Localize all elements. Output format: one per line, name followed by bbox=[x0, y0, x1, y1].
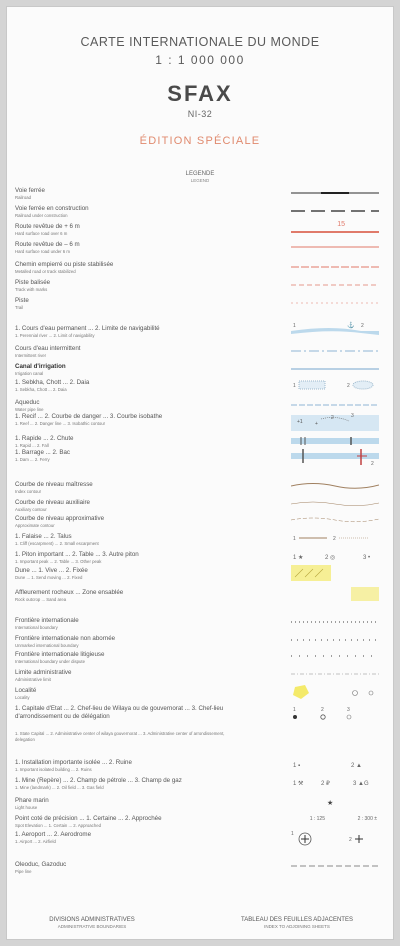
legend-row-building: 1. Installation importante isolée ... 2. Ruine 1. Important isolated building ... 2. Ruins 1 ▪ 2 ▲ bbox=[15, 759, 387, 775]
legend-row-airport: 1. Aeroport ... 2. Aerodrome 1. Airport ... 2. Airfield 1 2 bbox=[15, 831, 387, 849]
svg-text:⚓: ⚓ bbox=[347, 323, 355, 329]
svg-text:3 •: 3 • bbox=[363, 555, 371, 561]
svg-text:1: 1 bbox=[291, 831, 294, 837]
index-contour-symbol bbox=[291, 481, 379, 489]
edition-label: ÉDITION SPÉCIALE bbox=[139, 135, 261, 147]
reef-symbol bbox=[291, 411, 379, 431]
railroad-symbol bbox=[291, 190, 379, 196]
legend-row-sebkha: 1. Sebkha, Chott ... 2. Daia 1. Sebkha, Chott ... 2. Daia 1 2 bbox=[15, 379, 387, 395]
road-number: 15 bbox=[337, 221, 345, 228]
svg-text:2: 2 bbox=[349, 837, 352, 843]
svg-text:2: 2 bbox=[331, 415, 334, 421]
svg-text:★: ★ bbox=[327, 800, 334, 807]
spot-elevation-approx: 2 : 300 ± bbox=[357, 816, 377, 822]
legend-row-lighthouse: Phare marin Light house ★ bbox=[15, 797, 387, 811]
footer-adjoining-sheets: TABLEAU DES FEUILLES ADJACENTES INDEX TO ADJOINING SHEETS bbox=[241, 917, 353, 929]
capital-symbols bbox=[291, 705, 379, 723]
sheet-name: SFAX bbox=[167, 81, 233, 106]
road-under-6m-symbol bbox=[291, 244, 379, 250]
aqueduct-symbol bbox=[291, 402, 379, 408]
dam-symbol bbox=[291, 447, 379, 467]
svg-text:+: + bbox=[315, 421, 318, 427]
legend-row-pipeline: Oleoduc, Gazoduc Pipe line bbox=[15, 861, 387, 875]
svg-text:1: 1 bbox=[293, 323, 296, 329]
airport-symbol bbox=[291, 829, 379, 849]
svg-text:2: 2 bbox=[371, 461, 374, 467]
legend-row-track-marks: Piste balisée Track with marks bbox=[15, 279, 387, 293]
legend-heading: LEGENDE bbox=[185, 171, 215, 177]
dune-symbol bbox=[291, 565, 379, 581]
disputed-boundary-symbol bbox=[291, 653, 379, 659]
rock-outcrop-symbol bbox=[291, 587, 379, 603]
mine-symbol bbox=[291, 777, 379, 787]
legend-row-railroad: Voie ferrée Railroad bbox=[15, 187, 387, 201]
legend-row-mine: 1. Mine (Repère) ... 2. Champ de pétrole ... 3. Champ de gaz 1. Mine (landmark) ... 2. Oil field ... 3. Gas field 1 ⚒ 2 ₽ 3 ▲G bbox=[15, 777, 387, 793]
sheet-code: NI-32 bbox=[187, 109, 213, 119]
legend-row-perennial-river: 1. Cours d'eau permanent ... 2. Limite de navigabilité 1. Perennial river ... 2. Limit of navigability 1 ⚓ 2 bbox=[15, 325, 387, 341]
svg-text:3: 3 bbox=[347, 707, 350, 713]
legend-row-admin-limit: Limite administrative Administrative limit bbox=[15, 669, 387, 683]
svg-text:2: 2 bbox=[347, 383, 350, 389]
rapid-symbol bbox=[291, 435, 379, 447]
cliff-symbol bbox=[291, 533, 379, 543]
peak-symbol bbox=[291, 551, 379, 561]
legend-row-road-under-6m: Route revêtue de – 6 m Hard surface road under 6 m bbox=[15, 241, 387, 255]
legend-row-spot-elevation: Point coté de précision ... 1. Certaine ... 2. Approchée Spot Elevation ... 1. Certain ... 2. Approached 1 : 125 2 : 300 ± bbox=[15, 815, 377, 828]
aux-contour-symbol bbox=[291, 499, 379, 507]
svg-text:1: 1 bbox=[293, 383, 296, 389]
unmarked-boundary-symbol bbox=[291, 637, 379, 643]
trail-symbol bbox=[291, 300, 379, 306]
legend-row-cliff: 1. Falaise ... 2. Talus 1. Cliff (escarpment) ... 2. Small escarpment 1 2 bbox=[15, 533, 387, 549]
legend-row-unmarked-boundary: Frontière internationale non abornée Unmarked international boundary bbox=[15, 635, 387, 649]
canal-symbol bbox=[291, 366, 379, 372]
svg-text:2 ₽: 2 ₽ bbox=[321, 781, 330, 787]
legend-row-dune: Dune ... 1. Vive ... 2. Fixée Dune ... 1. Send moving ... 2. Fixed bbox=[15, 567, 387, 583]
legend-heading-en: LEGEND bbox=[190, 178, 210, 183]
legend-row-rapid: 1. Rapide ... 2. Chute 1. Rapid ... 2. Fall bbox=[15, 435, 387, 451]
svg-text:2: 2 bbox=[321, 707, 324, 713]
lighthouse-symbol bbox=[291, 797, 379, 807]
legend-row-dam: 1. Barrage ... 2. Bac 1. Dam ... 2. Ferry 2 bbox=[15, 449, 387, 467]
map-legend-sheet bbox=[6, 6, 394, 940]
svg-text:1 ⚒: 1 ⚒ bbox=[293, 781, 304, 787]
intl-boundary-symbol bbox=[291, 619, 379, 625]
legend-row-locality: Localité Locality bbox=[15, 687, 387, 703]
svg-text:2 ▲: 2 ▲ bbox=[351, 763, 362, 769]
svg-text:2: 2 bbox=[361, 323, 364, 329]
svg-text:+1: +1 bbox=[297, 419, 303, 425]
legend-row-road-over-6m: Route revêtue de + 6 m Hard surface road over 6 m 15 bbox=[15, 223, 387, 237]
legend-row-intl-boundary: Frontière internationale International boundary bbox=[15, 617, 387, 631]
legend-row-metalled-road: Chemin empierré ou piste stabilisée Metalled road or track stabilized bbox=[15, 261, 387, 275]
svg-text:1 ★: 1 ★ bbox=[293, 555, 304, 561]
legend-row-aux-contour: Courbe de niveau auxiliaire Auxiliary contour bbox=[15, 499, 387, 513]
locality-symbol bbox=[291, 683, 379, 701]
spot-elevation-certain: 1 : 125 bbox=[309, 816, 325, 822]
legend-row-water-pipe: Aqueduc Water pipe line bbox=[15, 399, 387, 413]
road-over-6m-symbol bbox=[291, 229, 379, 235]
map-scale: 1 : 1 000 000 bbox=[155, 53, 245, 67]
svg-text:3 ▲G: 3 ▲G bbox=[353, 781, 369, 787]
svg-text:1: 1 bbox=[293, 536, 296, 542]
legend-row-irrigation-canal: Canal d'irrigation Irrigation canal bbox=[15, 363, 387, 377]
svg-text:2 ◎: 2 ◎ bbox=[325, 555, 336, 561]
legend-row-railroad-construction: Voie ferrée en construction Railroad under construction bbox=[15, 205, 387, 219]
approx-contour-symbol bbox=[291, 515, 379, 523]
svg-text:3: 3 bbox=[351, 413, 354, 419]
admin-limit-symbol bbox=[291, 671, 379, 677]
sebkha-symbol bbox=[291, 379, 379, 391]
legend-row-index-contour: Courbe de niveau maîtresse Index contour bbox=[15, 481, 387, 495]
legend-row-disputed-boundary: Frontière internationale litigieuse International boundary under dispute bbox=[15, 651, 387, 665]
legend-row-reef: 1. Recif ... 2. Courbe de danger ... 3. Courbe isobathe 1. Reef ... 2. Danger line ... 3. Isobathic contour +1 + 3 2 bbox=[15, 413, 387, 431]
svg-text:1: 1 bbox=[293, 707, 296, 713]
legend-row-capitals: 1. Capitale d'Etat ... 2. Chef-lieu de Wilaya ou de gouvernorat ... 3. Chef-lieu d'arrondissement ou de délégation 1. State Capital ... 2. Administrative center of wilaya gouvernorat ... 3. Administrative center of arrondissement, delegation 1 2 3 bbox=[15, 705, 387, 747]
river-symbol bbox=[291, 321, 379, 337]
footer-admin-divisions: DIVISIONS ADMINISTRATIVES ADMINISTRATIVE BOUNDARIES bbox=[49, 917, 135, 929]
intermittent-river-symbol bbox=[291, 348, 379, 354]
track-marks-symbol bbox=[291, 282, 379, 288]
pipeline-symbol bbox=[291, 863, 379, 869]
railroad-construction-symbol bbox=[291, 208, 379, 214]
legend-row-approx-contour: Courbe de niveau approximative Approximate contour bbox=[15, 515, 387, 529]
metalled-road-symbol bbox=[291, 264, 379, 270]
legend-row-trail: Piste Trail bbox=[15, 297, 387, 311]
legend-row-intermittent-river: Cours d'eau intermittent Intermittent river bbox=[15, 345, 387, 359]
legend-row-rock-outcrop: Affleurement rocheux ... Zone ensablée Rock outcrop ... Sand area bbox=[15, 589, 387, 605]
svg-text:2: 2 bbox=[333, 536, 336, 542]
building-symbol bbox=[291, 759, 379, 769]
legend-row-peak: 1. Piton important ... 2. Table ... 3. Autre piton 1. Important peak ... 2. Table ... 3. Other peak 1 ★ 2 ◎ 3 • bbox=[15, 551, 387, 567]
svg-text:1 ▪: 1 ▪ bbox=[293, 763, 301, 769]
map-series-title: CARTE INTERNATIONALE DU MONDE bbox=[80, 35, 320, 49]
